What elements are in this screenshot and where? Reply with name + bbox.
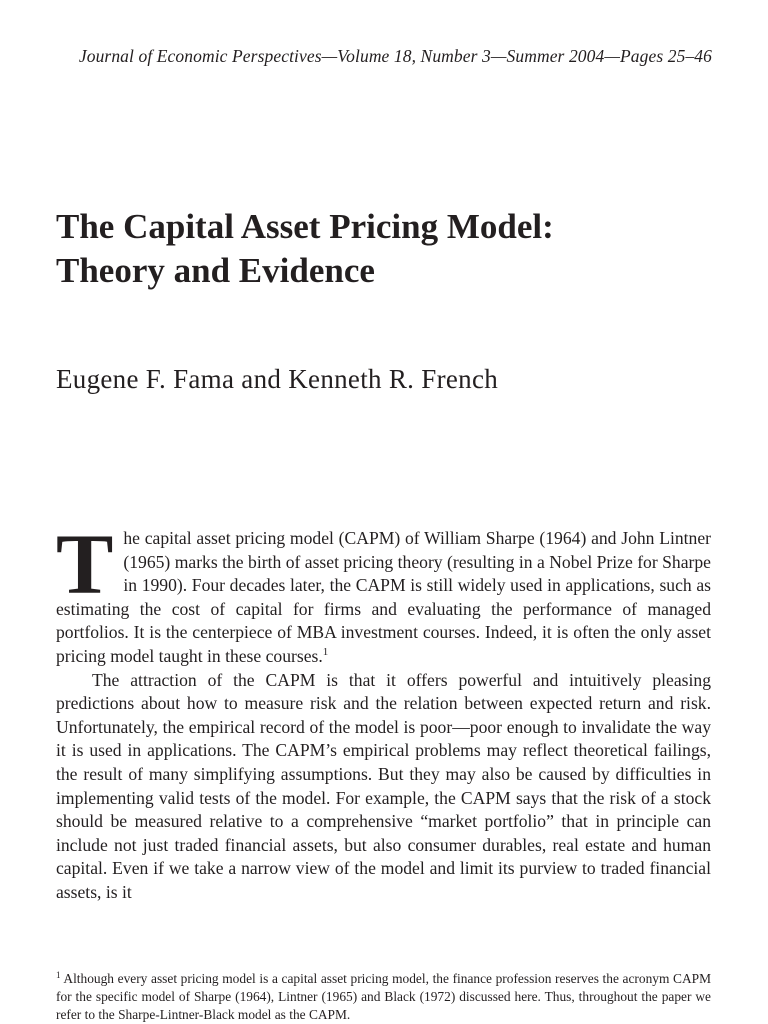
- body-paragraph-2: The attraction of the CAPM is that it offers powerful and intuitively pleasing predictions about how to measure risk and the relation between expected return and risk. Unfortunately, the empirical record of the model is poor—poor enough to invalidate the way it is used in applications. The CAPM’s empirical problems may reflect theoretical failings, the result of many simplifying assumptions. But they may also be caused by difficulties in implementing valid tests of the model. For example, the CAPM says that the risk of a stock should be measured relative to a comprehensive “market portfolio” that in principle can include not just traded financial assets, but also consumer durables, real estate and human capital. Even if we take a narrow view of the model and limit its purview to traded financial assets, is it: [56, 669, 711, 902]
- body-paragraph-1: [56, 516, 711, 669]
- footnote-1: [56, 970, 711, 1024]
- body-paragraph-1-text: he capital asset pricing model (CAPM) of William Sharpe (1964) and John Lintner (1965) marks the birth of asset pricing theory (resulting in a Nobel Prize for Sharpe in 1990). Four decades later, the CAPM is still widely used in applications, such as estimating the cost of capital for firms and evaluating the performance of managed portfolios. It is the centerpiece of MBA investment courses. Indeed, it is often the only asset pricing model taught in these courses.: [56, 528, 711, 666]
- author-line: Eugene F. Fama and Kenneth R. French: [56, 364, 499, 394]
- drop-cap: T: [56, 516, 114, 612]
- footnote-ref-1[interactable]: 1: [322, 645, 329, 658]
- running-head: Journal of Economic Perspectives—Volume 18, Number 3—Summer 2004—Pages 25–46: [78, 46, 712, 66]
- article-title-line-2: Theory and Evidence: [56, 251, 375, 290]
- article-body: [56, 516, 711, 905]
- footnote-1-text: Although every asset pricing model is a capital asset pricing model, the finance profession reserves the acronym CAPM for the specific model of Sharpe (1964), Lintner (1965) and Black (1972) discussed here. Thus, throughout the paper we refer to the Sharpe-Lintner-Black model as the CAPM.: [56, 971, 711, 1022]
- article-title-line-1: The Capital Asset Pricing Model:: [56, 207, 554, 246]
- article-title: [56, 205, 716, 293]
- footnote-mark: 1: [56, 970, 61, 980]
